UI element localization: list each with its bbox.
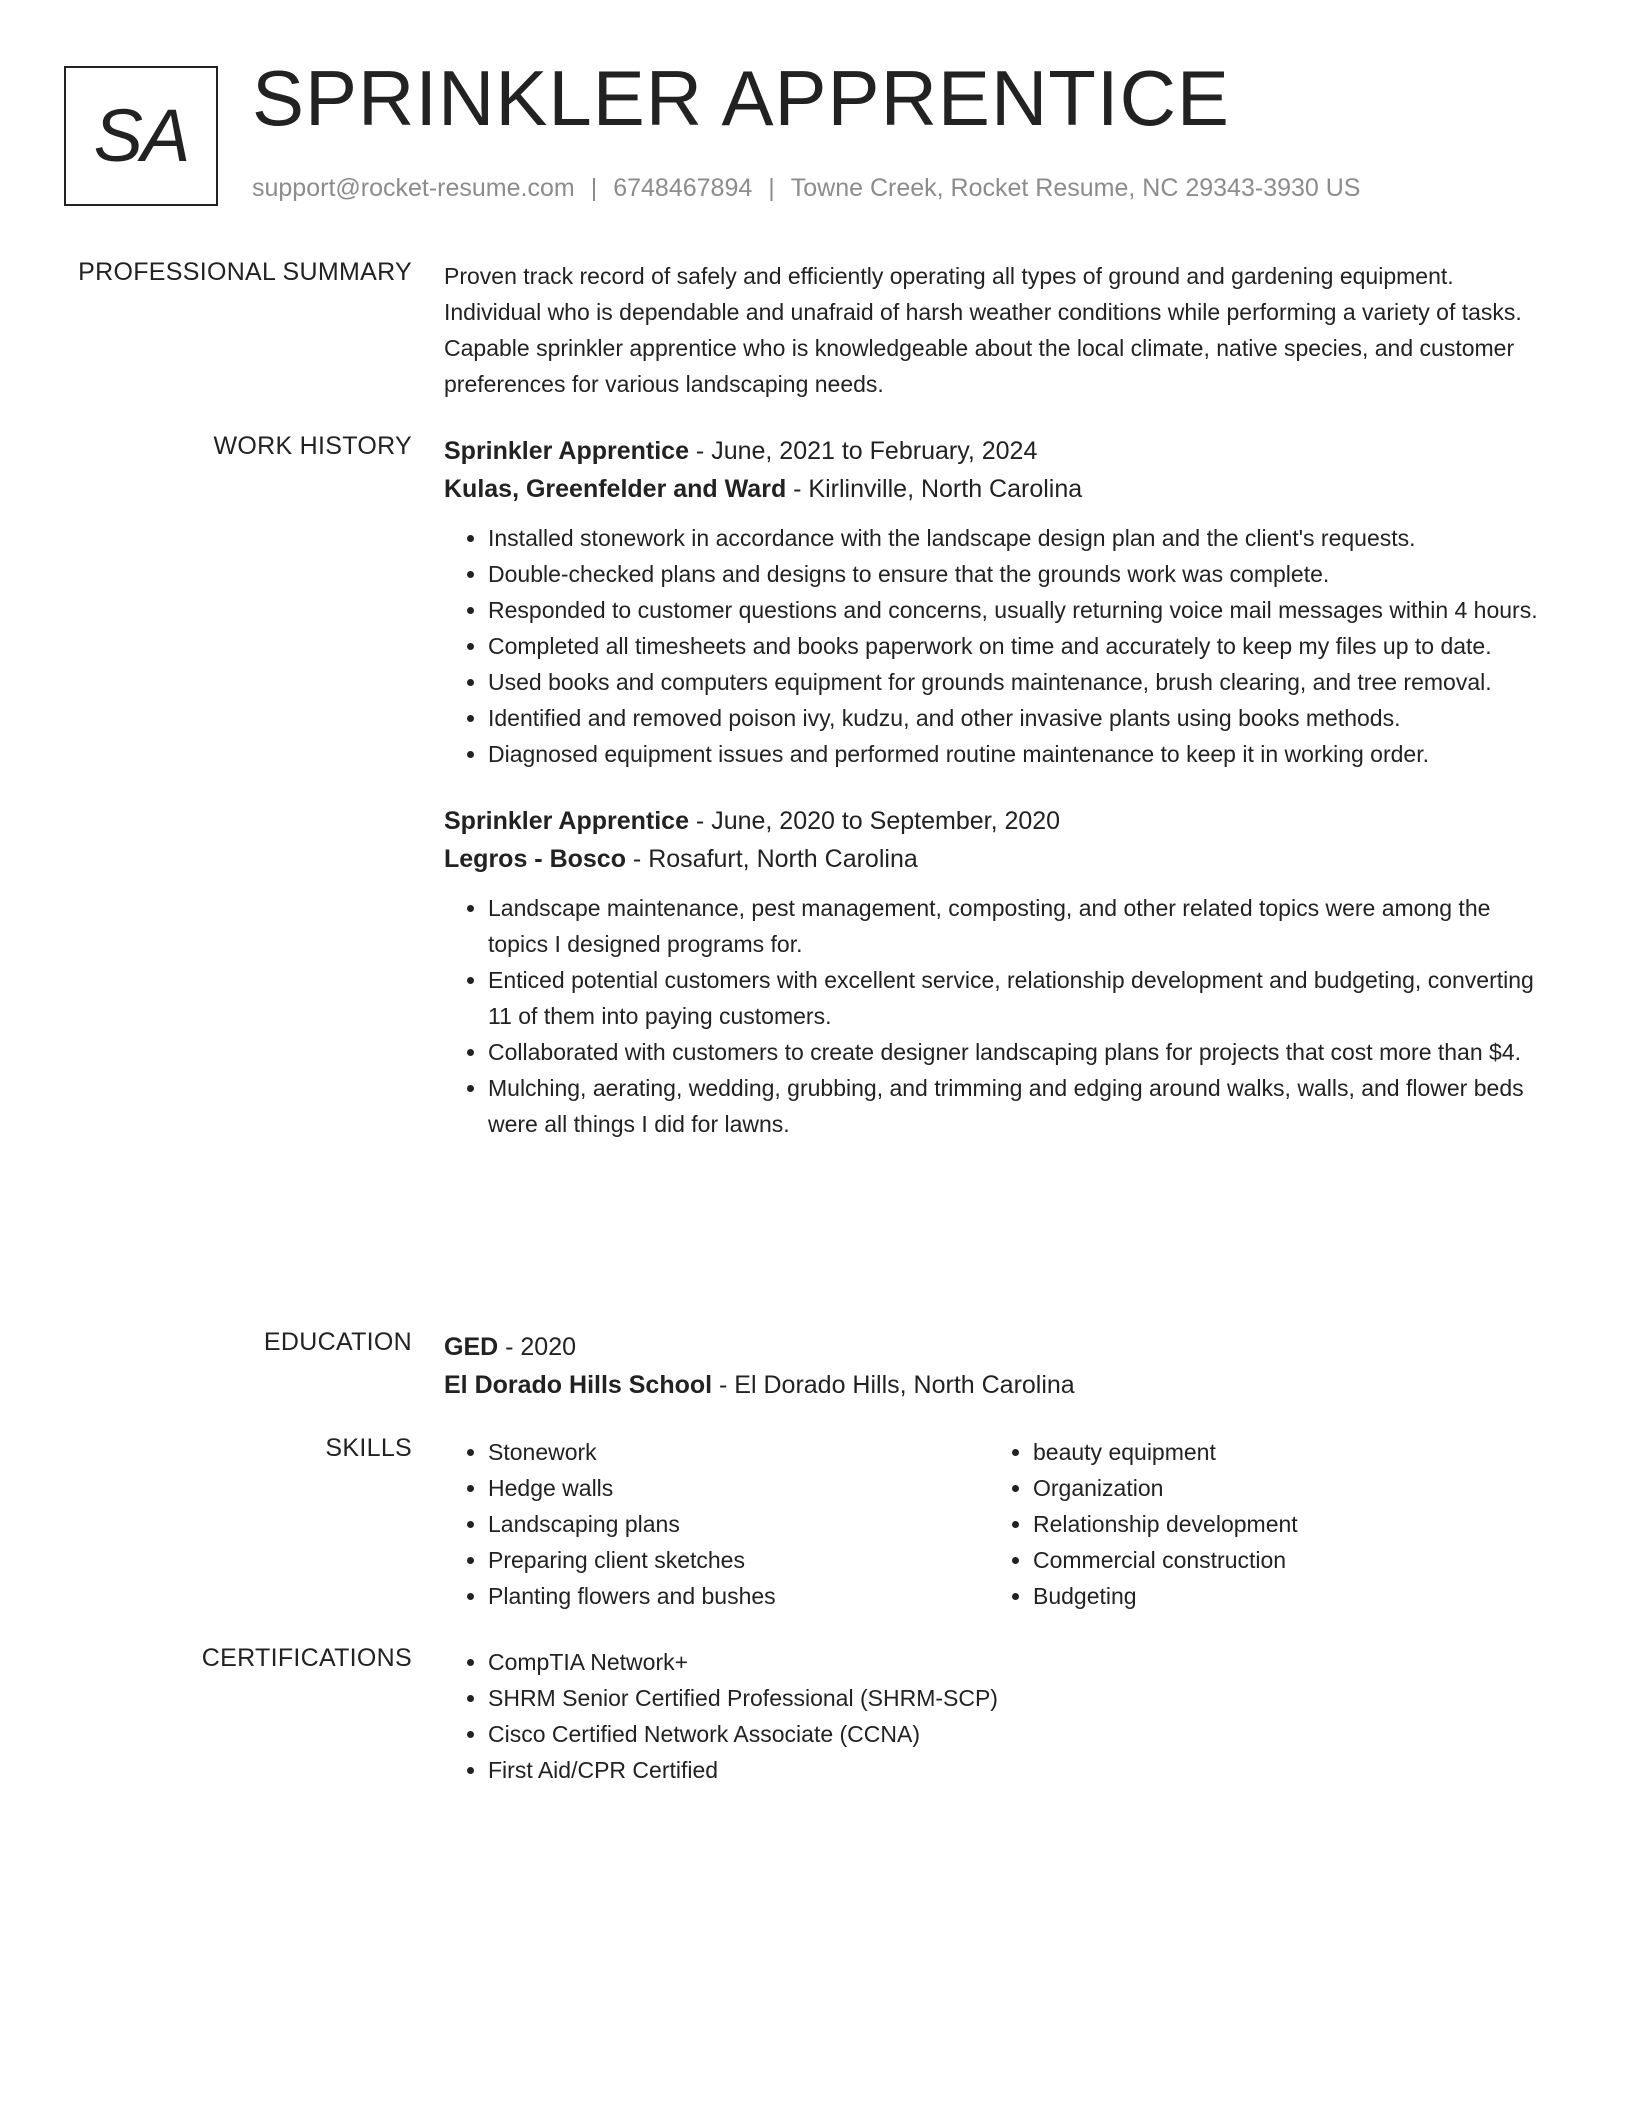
section-title-work-history: WORK HISTORY [213,432,412,460]
contact-email: support@rocket-resume.com [252,174,575,202]
job-company-line [444,470,1556,508]
monogram-initials: SA [93,94,189,177]
job-bullet: • Landscape maintenance, pest management, composting, and other related topics were among the topics I designed programs for. [488,890,1556,962]
job-position: Sprinkler Apprentice [444,437,689,465]
contact-line [252,174,1360,203]
education-body [444,1328,1556,1404]
candidate-name: SPRINKLER APPRENTICE [252,54,1230,142]
job-bullets [444,890,1556,1142]
summary-text: Proven track record of safely and efficiently operating all types of ground and gardening equipment. Individual who is dependable and unafraid of harsh weather conditions while performing a variety of tasks. Capable sprinkler apprentice who is knowledgeable about the local climate, native species, and customer preferences for various landscaping needs. [444,263,1522,397]
certifications-body [444,1644,1556,1788]
certification-item: • Cisco Certified Network Associate (CCNA) [488,1716,1556,1752]
job-bullet: • Mulching, aerating, wedding, grubbing, and trimming and edging around walks, walls, and flower beds were all things I did for lawns. [488,1070,1556,1142]
section-title-skills: SKILLS [325,1434,412,1462]
certification-item: • CompTIA Network+ [488,1644,1556,1680]
contact-separator: | [768,174,775,202]
section-title-summary: PROFESSIONAL SUMMARY [78,258,412,286]
summary-body [444,258,1556,402]
work-history-body [444,432,1556,1142]
certification-item: • SHRM Senior Certified Professional (SHRM-SCP) [488,1680,1556,1716]
job-bullet: • Installed stonework in accordance with the landscape design plan and the client's requests. [488,520,1556,556]
education-location: - El Dorado Hills, North Carolina [712,1371,1075,1399]
job-bullet: • Used books and computers equipment for grounds maintenance, brush clearing, and tree removal. [488,664,1556,700]
job-bullet: • Completed all timesheets and books paperwork on time and accurately to keep my files up to date. [488,628,1556,664]
job-bullet: • Enticed potential customers with excellent service, relationship development and budgeting, converting 11 of them into paying customers. [488,962,1556,1034]
certification-item: • First Aid/CPR Certified [488,1752,1556,1788]
job-dates: - June, 2021 to February, 2024 [688,437,1038,465]
job-company-line [444,840,1556,878]
contact-address: Towne Creek, Rocket Resume, NC 29343-3930 US [790,174,1361,202]
education-year: - 2020 [498,1333,577,1361]
skill-item: • beauty equipment [1033,1434,1534,1470]
contact-separator: | [590,174,598,202]
job-bullet: • Collaborated with customers to create designer landscaping plans for projects that cost more than $4. [488,1034,1556,1070]
skill-item: • Budgeting [1033,1578,1534,1614]
job-title-line [444,802,1556,840]
skills-body [444,1434,1556,1614]
skills-grid [444,1434,1556,1614]
skill-item: • Stonework [488,1434,989,1470]
job-bullet: • Diagnosed equipment issues and performed routine maintenance to keep it in working order. [488,736,1556,772]
job-location: - Rosafurt, North Carolina [625,845,918,873]
skills-column-left [444,1434,989,1614]
skills-column-right [989,1434,1534,1614]
certifications-list [444,1644,1556,1788]
job-bullet: • Double-checked plans and designs to ensure that the grounds work was complete. [488,556,1556,592]
education-degree: GED [444,1333,499,1361]
job-company: Kulas, Greenfelder and Ward [444,475,787,503]
job-bullet: • Identified and removed poison ivy, kudzu, and other invasive plants using books methods. [488,700,1556,736]
job-title-line [444,432,1556,470]
job-location: - Kirlinville, North Carolina [786,475,1083,503]
job-bullets [444,520,1556,772]
education-degree-line [444,1328,1556,1366]
job-company: Legros - Bosco [444,845,626,873]
skill-item: • Landscaping plans [488,1506,989,1542]
skill-item: • Organization [1033,1470,1534,1506]
job-position: Sprinkler Apprentice [444,807,689,835]
skill-item: • Relationship development [1033,1506,1534,1542]
job-entry [444,802,1556,1142]
section-title-education: EDUCATION [263,1328,412,1356]
education-school-line [444,1366,1556,1404]
skill-item: • Planting flowers and bushes [488,1578,989,1614]
job-dates: - June, 2020 to September, 2020 [688,807,1061,835]
skill-item: • Commercial construction [1033,1542,1534,1578]
contact-phone: 6748467894 [613,174,753,202]
monogram-box [64,66,218,206]
job-entry [444,432,1556,772]
education-school: El Dorado Hills School [444,1371,713,1399]
job-bullet: • Responded to customer questions and concerns, usually returning voice mail messages within 4 hours. [488,592,1556,628]
skill-item: • Hedge walls [488,1470,989,1506]
skill-item: • Preparing client sketches [488,1542,989,1578]
section-title-certifications: CERTIFICATIONS [201,1644,412,1672]
